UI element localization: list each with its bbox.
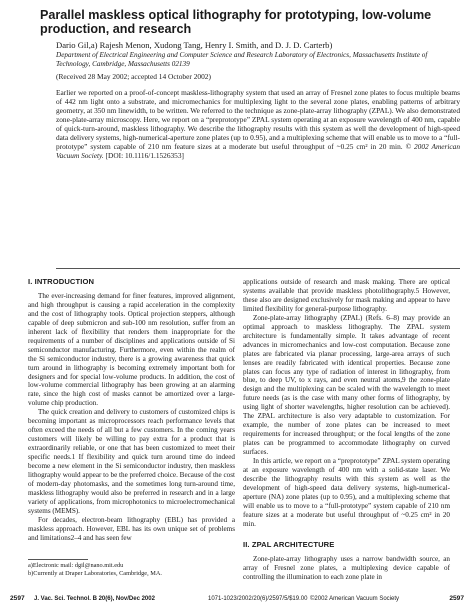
article-code: 1071-1023/2002/20(6)/2597/5/$19.00 — [208, 596, 308, 602]
affiliation: Department of Electrical Engineering and Computer Science and Research Laboratory of Electronics, Massachusetts Institute of Technology, Cambridge, Massachusetts 02139 — [56, 51, 428, 68]
body-paragraph: Zone-plate-array lithography uses a narrow bandwidth source, an array of Fresnel zone plates, a multiplexing device capable of controlling the illumination to each zone plate in — [243, 554, 450, 581]
section-heading-introduction: I. INTRODUCTION — [28, 277, 95, 286]
right-column — [243, 278, 450, 582]
abstract-doi: [DOI: 10.1116/1.1526353] — [105, 151, 184, 160]
footnotes — [28, 562, 235, 578]
body-paragraph: applications outside of research and mask making. There are optical systems available that provide maskless photolithography.5 However, these also are designed exclusively for mask making and appear to have limited flexibility for general-purpose lithography. — [243, 278, 450, 313]
abstract — [56, 88, 460, 160]
footer-copyright: ©2002 American Vacuum Society — [310, 596, 400, 602]
journal-citation: J. Vac. Sci. Technol. B 20(6), Nov/Dec 2002 — [34, 596, 155, 602]
intro-paragraph: The quick creation and delivery to customers of customized chips is becoming important as microprocessors reach performance levels that often exceed the needs of all but a few customers. In the coming years customers will likely be willing to pay extra for a product that is extraordinarily reliable, or one that has been customized to meet their specific needs.1 If flexibility and quick turn around time do indeed become a new element in the Si semiconductor industry, then maskless lithography would appear to be the preferred choice. Because of the cost of modern-day photomasks, and the sometimes long turn-around time, maskless lithography would also be preferred in research and in a large variety of applications, from microphotonics to microelectromechanical systems (MEMS). — [28, 408, 235, 515]
body-paragraph: In this article, we report on a “preprototype” ZPAL system operating at an exposure wavelength of 400 nm with a solid-state laser. We describe the lithography results with this system as well as the development of high-speed data delivery systems, high-numerical-aperture (NA) zone plates (up to 0.95), and a multiplexing scheme that will enable us to move to a “full-prototype” system capable of 210 nm feature sizes at a moderate but useful throughput of ~0.25 cm² in 20 min. — [243, 457, 450, 528]
received-dates: (Received 28 May 2002; accepted 14 October 2002) — [56, 72, 211, 81]
abstract-divider — [56, 268, 460, 269]
footnote-email: a)Electronic mail: dgil@nano.mit.edu — [28, 562, 124, 569]
abstract-copyright: © 2002 American Vacuum Society. — [56, 142, 461, 160]
author-list: Dario Gil,a) Rajesh Menon, Xudong Tang, Henry I. Smith, and D. J. D. Carterb) — [56, 40, 333, 50]
page-footer — [10, 594, 464, 604]
page-number-right: 2597 — [449, 595, 464, 602]
intro-paragraph: The ever-increasing demand for finer features, improved alignment, and high throughput is causing a rapid acceleration in the complexity and the cost of lithography tools. Optical projection steppers, although capable of deep submicron and sub-100 nm resolution, suffer from an inherent lack of flexibility that renders them inappropriate for the requirements of a number of disciplines and applications outside of Si semiconductor manufacturing. Furthermore, even within the realm of the Si semiconductor industry, there is a growing awareness that quick turn around in lithography is becoming extremely important both for designers and for special low-volume products. In addition, the cost of low-volume commercial lithography has been growing at an alarming rate, since the high cost of masks cannot be amortized over a large-volume chip production. — [28, 291, 235, 408]
section-heading-zpal-architecture: II. ZPAL ARCHITECTURE — [243, 539, 335, 549]
intro-paragraph: For decades, electron-beam lithography (EBL) has provided a maskless approach. However, EBL has its own unique set of problems and limitations2–4 and has seen few — [28, 515, 235, 542]
abstract-text: Earlier we reported on a proof-of-concept maskless-lithography system that used an array of Fresnel zone plates to focus multiple beams of 442 nm light onto a substrate, and micromechanics for multiplexing light to the several zone plates, enabling patterns of arbitrary geometry, at 350 nm linewidth, to be written. We referred to the technique as zone-plate-array lithography (ZPAL). We also demonstrated zone-plate-array microscopy. Here, we report on a “preprototype” ZPAL system operating at an exposure wavelength of 400 nm, capable of quick-turn-around, maskless lithography. We describe the lithography results with this system as well the development of high-speed data delivery systems, high-numerical-aperture zone plates (up to 0.95), and a multiplexing scheme that will enable us to move to a “full-prototype” system capable of 210 nm feature sizes at a moderate but useful throughput of ~0.25 cm² in 20 min. — [56, 88, 460, 151]
page-number-left: 2597 — [10, 595, 25, 602]
footnote-affiliation: b)Currently at Draper Laboratories, Cambridge, MA. — [28, 569, 162, 577]
body-paragraph: Zone-plate-array lithography (ZPAL) (Refs. 6–8) may provide an optimal approach to maskless lithography. The ZPAL system architecture is fundamentally simple. It takes advantage of recent advances in micromechanics and low-cost computation. Because zone plates are fabricated via planar processing, large-area arrays of such lenses are readily fabricated with identical properties. Because zone plates can focus any type of radiation of interest in lithography, from blue, to deep UV, to x rays, and even neutral atoms,9 the zone-plate design and the multiplexing can be scaled with the wavelength to meet future needs (as is the case with many other forms of lithography, by using light of shorter wavelengths, higher resolution can be achieved). The ZPAL architecture is also very adaptable to customization. For example, the number of zone plates can be increased to meet requirements for increased throughput; or the focal lengths of the zone plates can be programmed to accommodate lithography on curved surfaces. — [243, 313, 450, 457]
footnote-divider — [28, 559, 88, 560]
paper-title: Parallel maskless optical lithography for prototyping, low-volume production, and research — [40, 8, 432, 36]
left-column — [28, 278, 235, 543]
